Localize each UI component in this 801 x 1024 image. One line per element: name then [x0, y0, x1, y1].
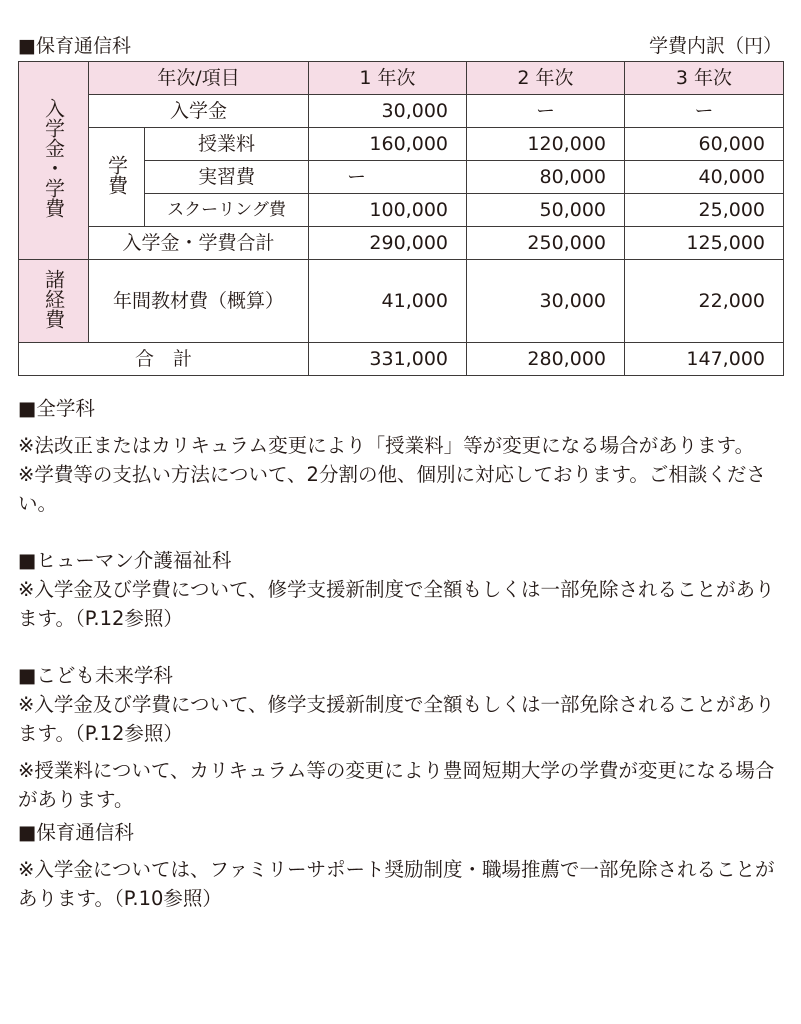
cell-subtotal-y1: 290,000 — [309, 227, 467, 260]
cell-admission-y2: ー — [467, 95, 625, 128]
cell-total-y1: 331,000 — [309, 343, 467, 376]
group-label-tuition — [89, 128, 145, 227]
note-all-2: ※学費等の支払い方法について、2分割の他、個別に対応しております。ご相談ください。 — [18, 463, 766, 515]
row-label-lesson: 授業料 — [145, 128, 309, 161]
cell-lesson-y2: 120,000 — [467, 128, 625, 161]
group-label-enroll-text: 入学金・学費 — [41, 98, 66, 218]
col-header-item: 年次/項目 — [89, 62, 309, 95]
note-heading-hoiku: ■保育通信科 — [18, 821, 134, 844]
table-row — [19, 95, 784, 128]
group-label-enroll — [19, 62, 89, 260]
cell-schooling-y3: 25,000 — [625, 194, 784, 227]
cell-subtotal-y2: 250,000 — [467, 227, 625, 260]
row-label-schooling: スクーリング費 — [145, 194, 309, 227]
cell-materials-y1: 41,000 — [309, 260, 467, 343]
note-human: ※入学金及び学費について、修学支援新制度で全額もしくは一部免除されることがあります。（P.12参照） — [18, 578, 775, 630]
cell-admission-y3: ー — [625, 95, 784, 128]
row-label-subtotal: 入学金・学費合計 — [89, 227, 309, 260]
row-label-materials: 年間教材費（概算） — [89, 260, 309, 343]
cell-total-y2: 280,000 — [467, 343, 625, 376]
row-label-practice: 実習費 — [145, 161, 309, 194]
group-label-tuition-text: 学費 — [104, 154, 129, 195]
cell-materials-y2: 30,000 — [467, 260, 625, 343]
cell-subtotal-y3: 125,000 — [625, 227, 784, 260]
table-header — [18, 34, 782, 60]
row-label-admission: 入学金 — [89, 95, 309, 128]
table-row — [19, 343, 784, 376]
cell-total-y3: 147,000 — [625, 343, 784, 376]
table-caption: 学費内訳（円） — [648, 35, 782, 57]
group-label-misc-text: 諸経費 — [41, 268, 66, 329]
notes-section — [18, 394, 783, 913]
col-header-year2: 2 年次 — [467, 62, 625, 95]
note-heading-child: ■こども未来学科 — [18, 664, 173, 687]
note-hoiku: ※入学金については、ファミリーサポート奨励制度・職場推薦で一部免除されることがあります。（P.10参照） — [18, 858, 775, 910]
note-heading-human: ■ヒューマン介護福祉科 — [18, 549, 232, 572]
table-row — [19, 128, 784, 161]
fee-table — [18, 61, 784, 376]
cell-lesson-y1: 160,000 — [309, 128, 467, 161]
col-header-year1: 1 年次 — [309, 62, 467, 95]
note-all-1: ※法改正またはカリキュラム変更により「授業料」等が変更になる場合があります。 — [18, 434, 755, 457]
group-label-misc — [19, 260, 89, 343]
note-child-2: ※授業料について、カリキュラム等の変更により豊岡短期大学の学費が変更になる場合があります。 — [18, 759, 775, 811]
cell-lesson-y3: 60,000 — [625, 128, 784, 161]
cell-admission-y1: 30,000 — [309, 95, 467, 128]
col-header-year3: 3 年次 — [625, 62, 784, 95]
note-child-1: ※入学金及び学費について、修学支援新制度で全額もしくは一部免除されることがあります。（P.12参照） — [18, 693, 775, 745]
cell-schooling-y2: 50,000 — [467, 194, 625, 227]
cell-materials-y3: 22,000 — [625, 260, 784, 343]
cell-practice-y3: 40,000 — [625, 161, 784, 194]
note-heading-all: ■全学科 — [18, 397, 95, 420]
cell-practice-y1: ー — [309, 161, 467, 194]
cell-practice-y2: 80,000 — [467, 161, 625, 194]
row-label-total: 合 計 — [19, 343, 309, 376]
section-title: ■保育通信科 — [18, 35, 131, 57]
cell-schooling-y1: 100,000 — [309, 194, 467, 227]
table-row — [19, 260, 784, 343]
table-row — [19, 227, 784, 260]
table-row — [19, 62, 784, 95]
